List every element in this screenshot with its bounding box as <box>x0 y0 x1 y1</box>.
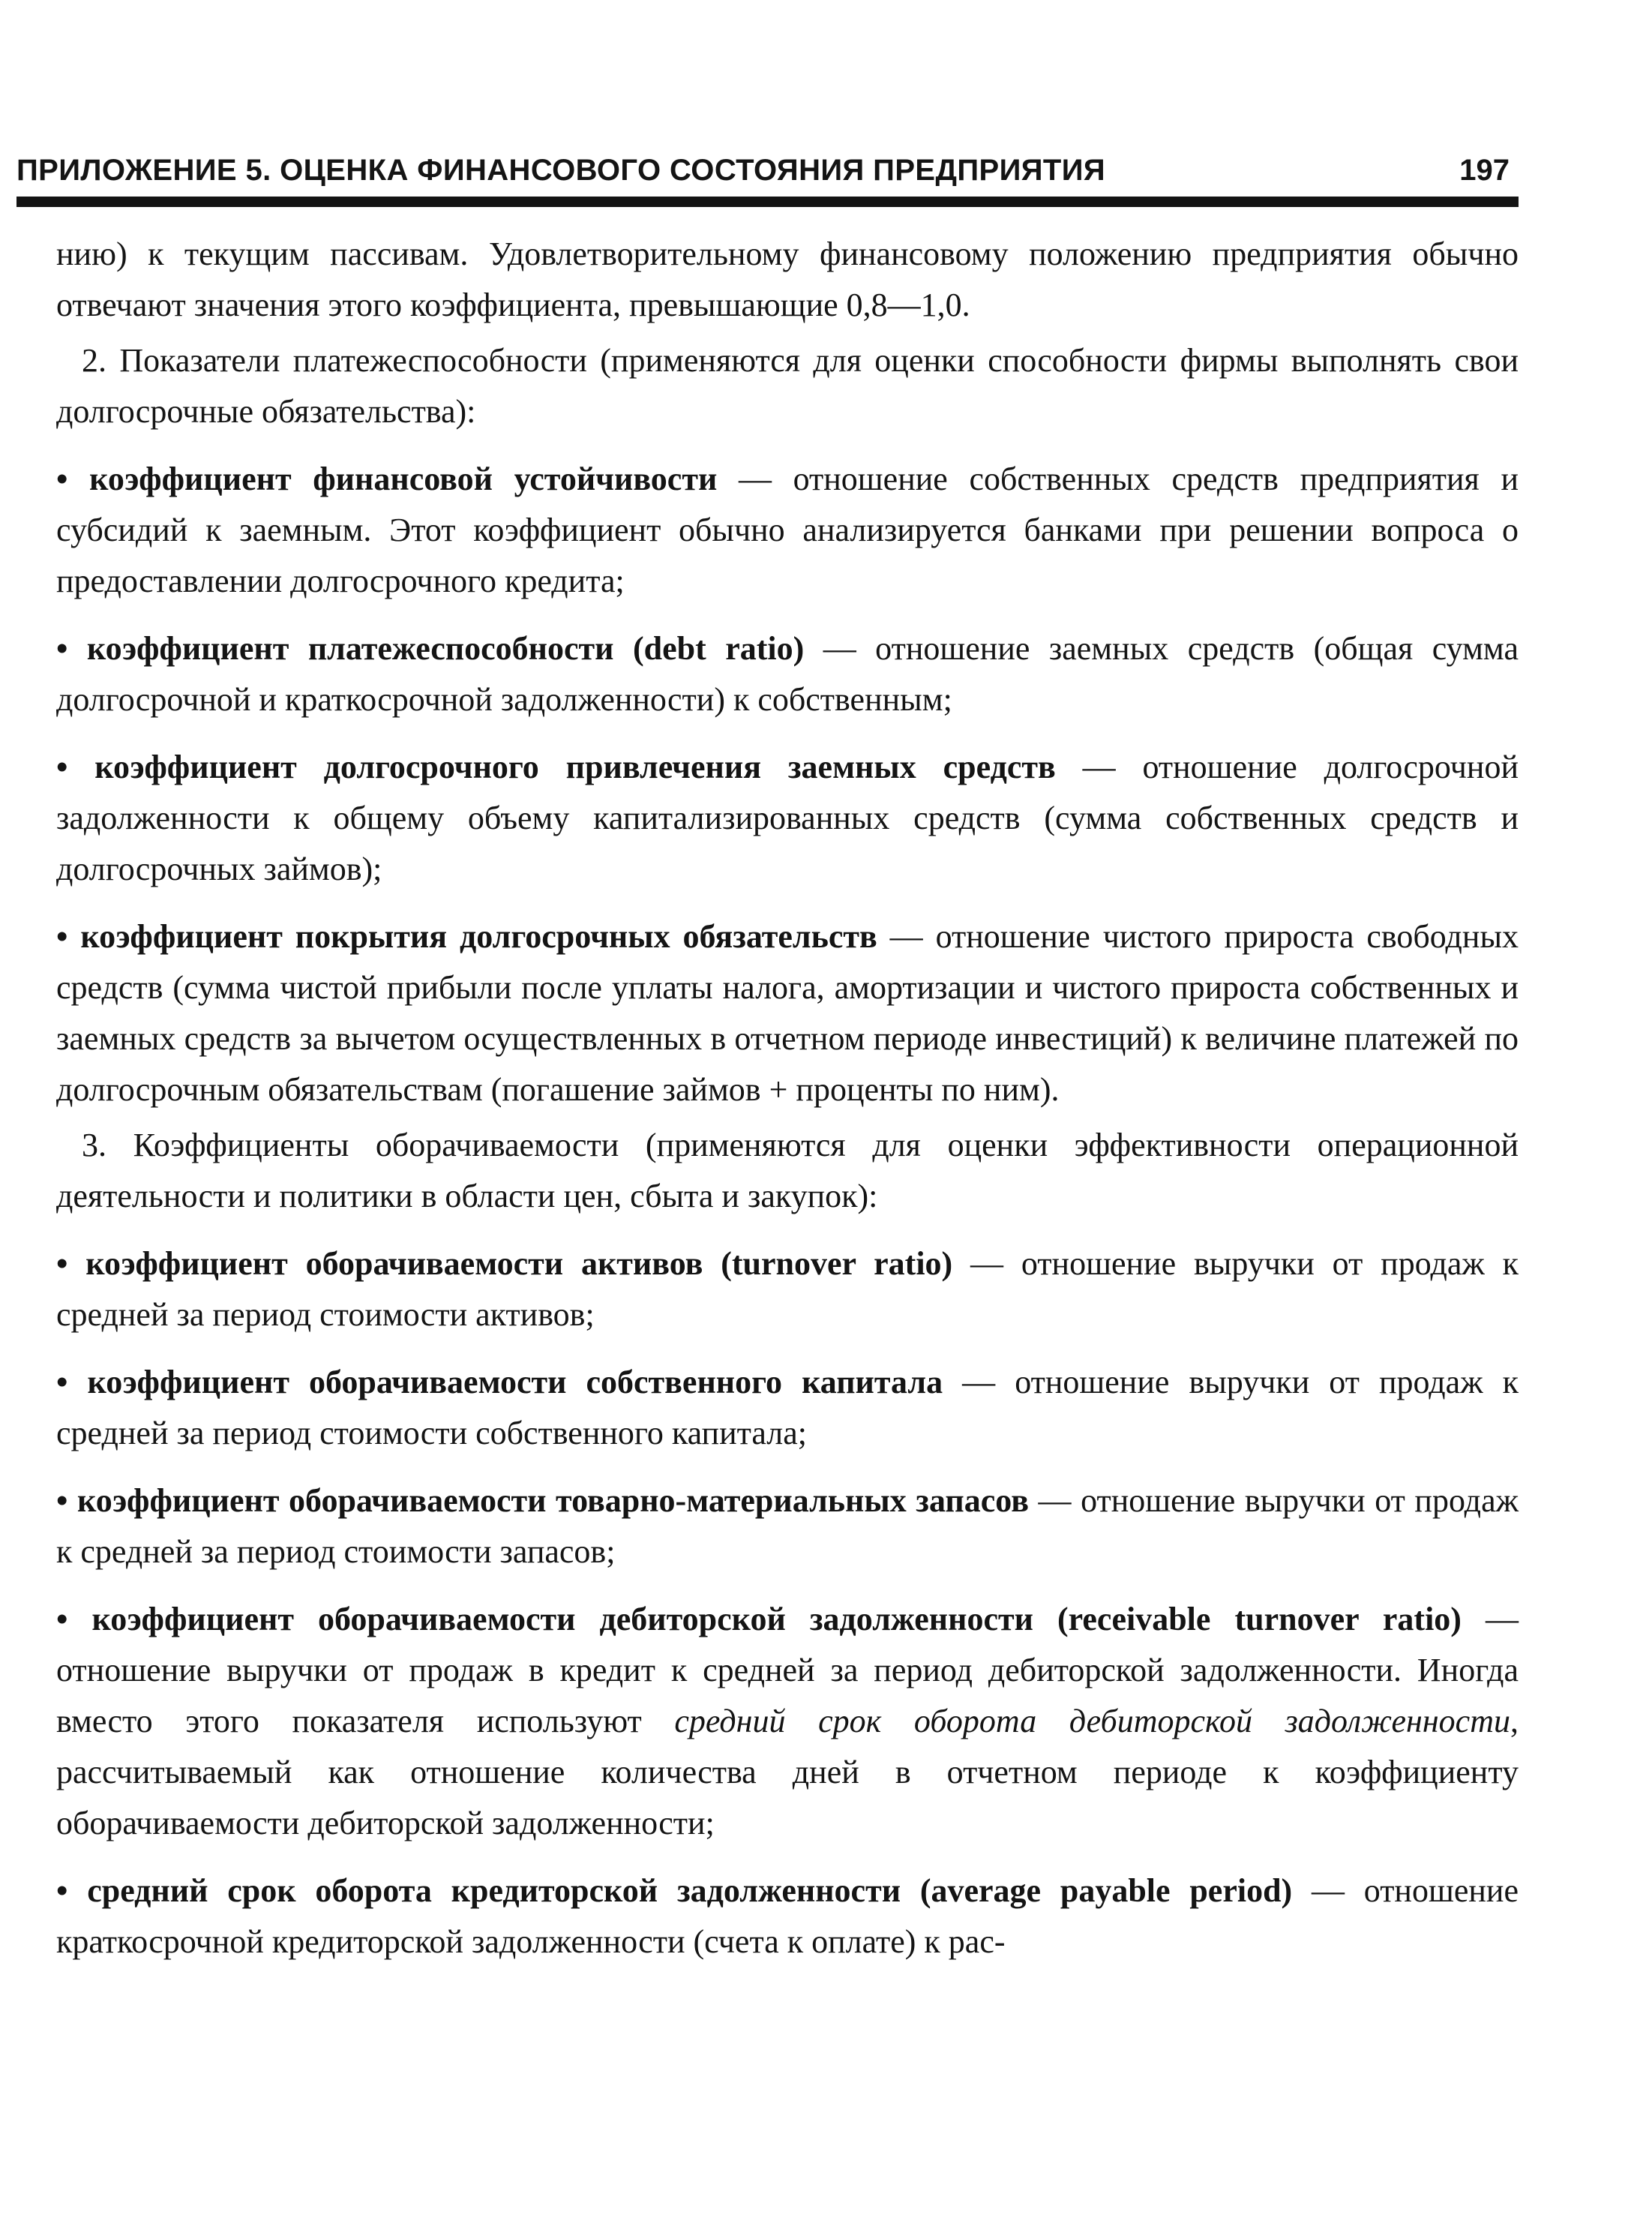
bullet-text: — отношение выручки от продаж в кредит к средней за период дебиторской задолженности. Иногда вместо этого показателя используют <box>56 1601 1519 1739</box>
bullet-item <box>56 911 1519 1115</box>
section-3-heading: 3. Коэффициенты оборачиваемости (применяются для оценки эффективности операционной деятельности и политики в области цен, сбыта и закупок): <box>56 1127 1519 1214</box>
bullet-text: — отношение выручки от продаж к средней за период стоимости собственного капитала; <box>56 1364 1519 1451</box>
bullet-marker: • <box>56 918 68 955</box>
page-body <box>56 229 1519 1967</box>
bullet-text: — отношение краткосрочной кредиторской задолженности (счета к оплате) к рас- <box>56 1872 1519 1960</box>
bullet-marker: • <box>56 1601 68 1637</box>
bullet-text: — отношение долгосрочной задолженности к общему объему капитализированных средств (сумма собственных средств и долгосрочных займов); <box>56 749 1519 887</box>
bullet-term: коэффициент оборачиваемости товарно-материальных запасов <box>76 1482 1029 1519</box>
bullet-term: коэффициент оборачиваемости активов (turnover ratio) <box>85 1245 953 1282</box>
bullet-marker: • <box>56 630 68 667</box>
bullet-marker: • <box>56 461 68 497</box>
running-header-title: ПРИЛОЖЕНИЕ 5. ОЦЕНКА ФИНАНСОВОГО СОСТОЯНИЯ ПРЕДПРИЯТИЯ <box>16 154 1106 187</box>
bullet-item <box>56 1357 1519 1459</box>
running-header <box>16 144 1519 207</box>
bullet-term: коэффициент покрытия долгосрочных обязательств <box>80 918 877 955</box>
page-number: 197 <box>1459 154 1510 187</box>
bullet-text: — отношение собственных средств предприятия и субсидий к заемным. Этот коэффициент обычно анализируется банками при решении вопроса о предоставлении долгосрочного кредита; <box>56 461 1519 599</box>
bullet-term: коэффициент оборачиваемости дебиторской задолженности (receivable turnover ratio) <box>91 1601 1462 1637</box>
bullet-text-continued: , рассчитываемый как отношение количества дней в отчетном периоде к коэффициенту оборачиваемости дебиторской задолженности; <box>56 1703 1519 1841</box>
bullet-item <box>56 454 1519 607</box>
italic-term: средний срок оборота дебиторской задолженности <box>674 1703 1510 1739</box>
bullet-item <box>56 1475 1519 1577</box>
bullet-text: — отношение чистого прироста свободных средств (сумма чистой прибыли после уплаты налога, амортизации и чистого прироста собственных и заемных средств за вычетом осуществленных в отчетном периоде инвестиций) к величине платежей по долгосрочным обязательствам (погашение займов + проценты по ним). <box>56 918 1519 1108</box>
bullet-text: — отношение заемных средств (общая сумма долгосрочной и краткосрочной задолженности) к собственным; <box>56 630 1519 718</box>
bullet-term: коэффициент оборачиваемости собственного капитала <box>87 1364 943 1400</box>
bullet-term: коэффициент финансовой устойчивости <box>89 461 718 497</box>
bullet-marker: • <box>56 1364 68 1400</box>
bullet-term: средний срок оборота кредиторской задолженности (average payable period) <box>87 1872 1293 1909</box>
bullet-text: — отношение выручки от продаж к средней за период стоимости запасов; <box>56 1482 1519 1570</box>
bullet-marker: • <box>56 1872 68 1909</box>
bullet-item <box>56 1594 1519 1849</box>
bullet-item <box>56 1865 1519 1967</box>
bullet-text: — отношение выручки от продаж к средней за период стоимости активов; <box>56 1245 1519 1333</box>
intro-paragraph: нию) к текущим пассивам. Удовлетворительному финансовому положению предприятия обычно отвечают значения этого коэффициента, превышающие 0,8—1,0. <box>56 236 1519 323</box>
bullet-marker: • <box>56 1482 68 1519</box>
bullet-item <box>56 742 1519 895</box>
bullet-item <box>56 623 1519 725</box>
bullet-term: коэффициент долгосрочного привлечения заемных средств <box>94 749 1056 785</box>
bullet-marker: • <box>56 1245 68 1282</box>
bullet-term: коэффициент платежеспособности (debt ratio) <box>86 630 805 667</box>
section-2-heading: 2. Показатели платежеспособности (применяются для оценки способности фирмы выполнять свои долгосрочные обязательства): <box>56 342 1519 430</box>
bullet-marker: • <box>56 749 68 785</box>
bullet-item <box>56 1238 1519 1340</box>
